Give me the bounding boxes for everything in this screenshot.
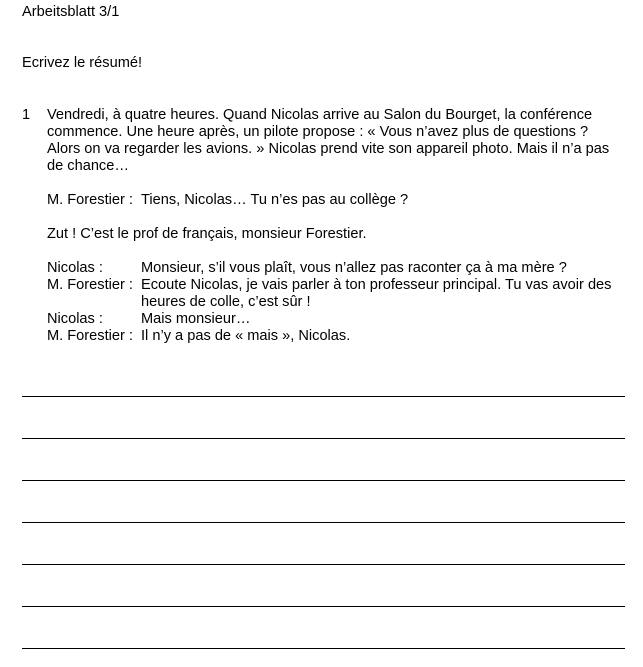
narrative-line: Alors on va regarder les avions. » Nicolas prend vite son appareil photo. Mais il n’a pas: [47, 141, 610, 157]
worksheet-title: Arbeitsblatt 3/1: [22, 4, 120, 20]
speech-text: Mais monsieur…: [141, 311, 251, 327]
dialogue-row: [47, 260, 637, 277]
writing-line: [22, 522, 625, 523]
speaker-label: M. Forestier :: [47, 277, 133, 293]
speaker-label: Nicolas :: [47, 311, 103, 327]
narrative-line: de chance…: [47, 158, 129, 174]
writing-line: [22, 606, 625, 607]
dialogue-row: [47, 311, 637, 328]
speaker-label: M. Forestier :: [47, 192, 133, 208]
narrator-remark: Zut ! C’est le prof de français, monsieur Forestier.: [47, 226, 367, 242]
dialogue-row: [47, 192, 637, 209]
speech-text: Tiens, Nicolas… Tu n’es pas au collège ?: [141, 192, 409, 208]
writing-line: [22, 480, 625, 481]
writing-line: [22, 564, 625, 565]
speech-text: Monsieur, s’il vous plaît, vous n’allez pas raconter ça à ma mère ?: [141, 260, 567, 276]
speaker-label: M. Forestier :: [47, 328, 133, 344]
narrative-paragraph: [47, 107, 627, 175]
writing-line: [22, 396, 625, 397]
dialogue-row: [47, 328, 637, 345]
speaker-label: Nicolas :: [47, 260, 103, 276]
dialogue-row: [47, 277, 637, 294]
narrative-line: commence. Une heure après, un pilote propose : « Vous n’avez plus de questions ?: [47, 124, 589, 140]
speech-text: Il n’y a pas de « mais », Nicolas.: [141, 328, 351, 344]
instruction-text: Ecrivez le résumé!: [22, 55, 143, 71]
writing-line: [22, 438, 625, 439]
speech-text: heures de colle, c’est sûr !: [141, 294, 311, 310]
writing-line: [22, 648, 625, 649]
dialogue-block-1: [47, 192, 637, 209]
speech-text: Ecoute Nicolas, je vais parler à ton professeur principal. Tu vas avoir des: [141, 277, 612, 293]
dialogue-block-2: [47, 260, 637, 345]
narrative-line: Vendredi, à quatre heures. Quand Nicolas arrive au Salon du Bourget, la conférence: [47, 107, 593, 123]
dialogue-row: [47, 294, 637, 311]
exercise-number: 1: [22, 107, 31, 123]
